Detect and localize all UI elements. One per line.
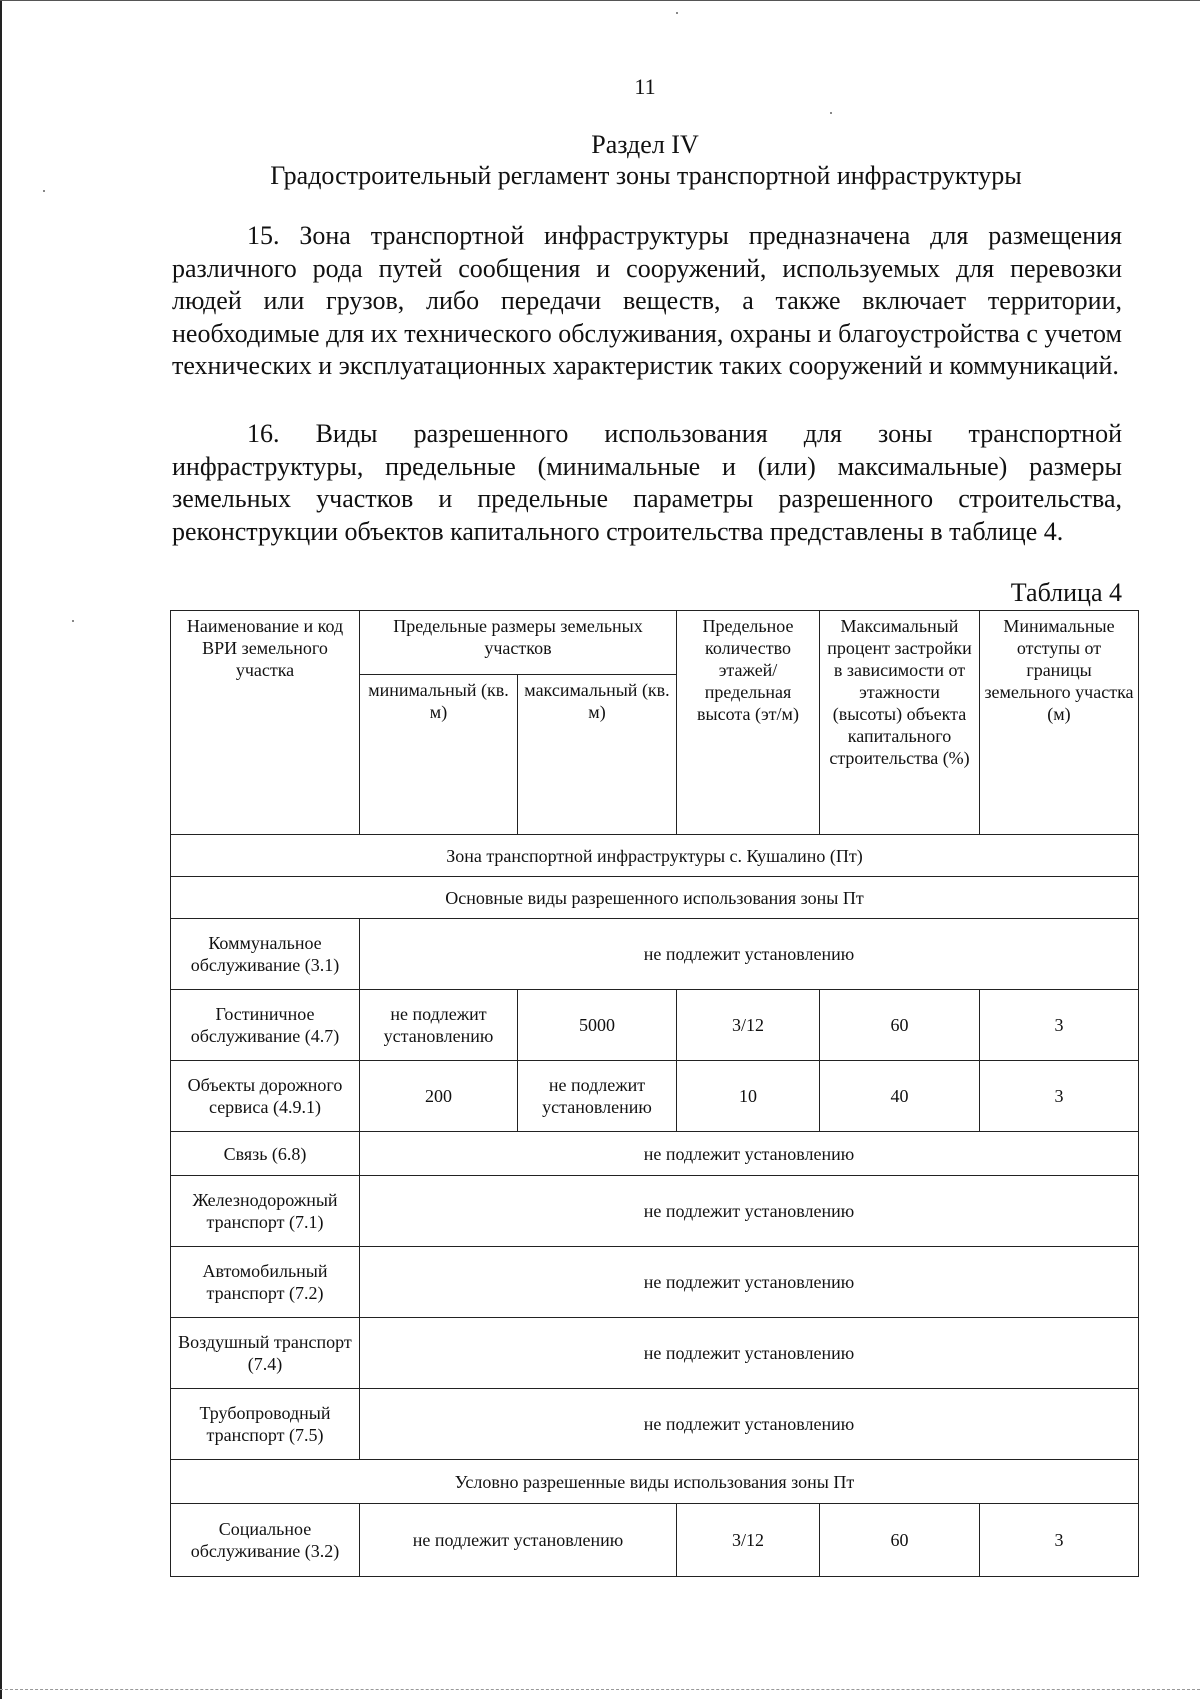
row-floors: 10 <box>677 1061 820 1132</box>
header-min: минимальный (кв. м) <box>360 675 518 835</box>
scan-bottom-edge <box>0 1689 1200 1691</box>
row-floors: 3/12 <box>677 1504 820 1577</box>
row-merged-value: не подлежит установлению <box>360 1318 1139 1389</box>
header-coverage: Максимальный процент застройки в зависимости от этажности (высоты) объекта капитального строительства (%) <box>820 611 980 835</box>
row-name: Гостиничное обслуживание (4.7) <box>171 990 360 1061</box>
row-name: Социальное обслуживание (3.2) <box>171 1504 360 1577</box>
header-max: максимальный (кв. м) <box>518 675 677 835</box>
main-uses-title: Основные виды разрешенного использования зоны Пт <box>171 877 1139 919</box>
scan-speck <box>676 12 678 14</box>
table-row <box>171 1389 1139 1460</box>
table-caption: Таблица 4 <box>1010 578 1122 607</box>
row-merged-value: не подлежит установлению <box>360 1176 1139 1247</box>
row-coverage: 40 <box>820 1061 980 1132</box>
table-row <box>171 919 1139 990</box>
row-sizes: не подлежит установлению <box>360 1504 677 1577</box>
row-setback: 3 <box>980 990 1139 1061</box>
row-merged-value: не подлежит установлению <box>360 1132 1139 1176</box>
scan-speck <box>830 112 832 114</box>
table-row <box>171 990 1139 1061</box>
row-setback: 3 <box>980 1504 1139 1577</box>
row-name: Трубопроводный транспорт (7.5) <box>171 1389 360 1460</box>
section-subtitle: Градостроительный регламент зоны транспортной инфраструктуры <box>270 161 1022 190</box>
header-setbacks: Минимальные отступы от границы земельного участка (м) <box>980 611 1139 835</box>
table-row <box>171 1247 1139 1318</box>
paragraph-15 <box>172 220 1122 383</box>
header-name: Наименование и код ВРИ земельного участка <box>171 611 360 835</box>
row-min: не подлежит установлению <box>360 990 518 1061</box>
row-name: Объекты дорожного сервиса (4.9.1) <box>171 1061 360 1132</box>
table-row <box>171 1132 1139 1176</box>
row-floors: 3/12 <box>677 990 820 1061</box>
row-merged-value: не подлежит установлению <box>360 919 1139 990</box>
table-header-row <box>171 611 1139 675</box>
table-row <box>171 1318 1139 1389</box>
paragraph-16-text: 16. Виды разрешенного использования для зоны транспортной инфраструктуры, предельные (минимальные и (или) максимальные) размеры земельных участков и предельные параметры разрешенного строительства, реконструкции объектов капитального строительства представлены в таблице 4. <box>172 419 1122 546</box>
scan-border-top <box>0 0 1200 1</box>
regulations-table <box>170 610 1139 1577</box>
table-row <box>171 1176 1139 1247</box>
header-floors: Предельное количество этажей/ предельная высота (эт/м) <box>677 611 820 835</box>
row-setback: 3 <box>980 1061 1139 1132</box>
section-title: Раздел IV <box>591 130 699 159</box>
scan-speck <box>43 190 45 192</box>
scan-speck <box>72 620 74 622</box>
zone-title-row <box>171 835 1139 877</box>
row-max: не подлежит установлению <box>518 1061 677 1132</box>
page-number: 11 <box>634 74 656 99</box>
table-row <box>171 1504 1139 1577</box>
row-merged-value: не подлежит установлению <box>360 1247 1139 1318</box>
row-name: Воздушный транспорт (7.4) <box>171 1318 360 1389</box>
scan-border-left <box>0 0 2 1699</box>
conditional-uses-title-row <box>171 1460 1139 1504</box>
conditional-uses-title: Условно разрешенные виды использования зоны Пт <box>171 1460 1139 1504</box>
paragraph-16 <box>172 418 1122 548</box>
table-row <box>171 1061 1139 1132</box>
row-merged-value: не подлежит установлению <box>360 1389 1139 1460</box>
row-coverage: 60 <box>820 990 980 1061</box>
header-plot-sizes: Предельные размеры земельных участков <box>360 611 677 675</box>
row-name: Коммунальное обслуживание (3.1) <box>171 919 360 990</box>
row-min: 200 <box>360 1061 518 1132</box>
zone-title: Зона транспортной инфраструктуры с. Кушалино (Пт) <box>171 835 1139 877</box>
row-max: 5000 <box>518 990 677 1061</box>
paragraph-15-text: 15. Зона транспортной инфраструктуры предназначена для размещения различного рода путей сообщения и сооружений, используемых для перевозки людей или грузов, либо передачи веществ, а также включает территории, необходимые для их технического обслуживания, охраны и благоустройства с учетом технических и эксплуатационных характеристик таких сооружений и коммуникаций. <box>172 221 1122 380</box>
row-coverage: 60 <box>820 1504 980 1577</box>
row-name: Связь (6.8) <box>171 1132 360 1176</box>
row-name: Автомобильный транспорт (7.2) <box>171 1247 360 1318</box>
row-name: Железнодорожный транспорт (7.1) <box>171 1176 360 1247</box>
main-uses-title-row <box>171 877 1139 919</box>
